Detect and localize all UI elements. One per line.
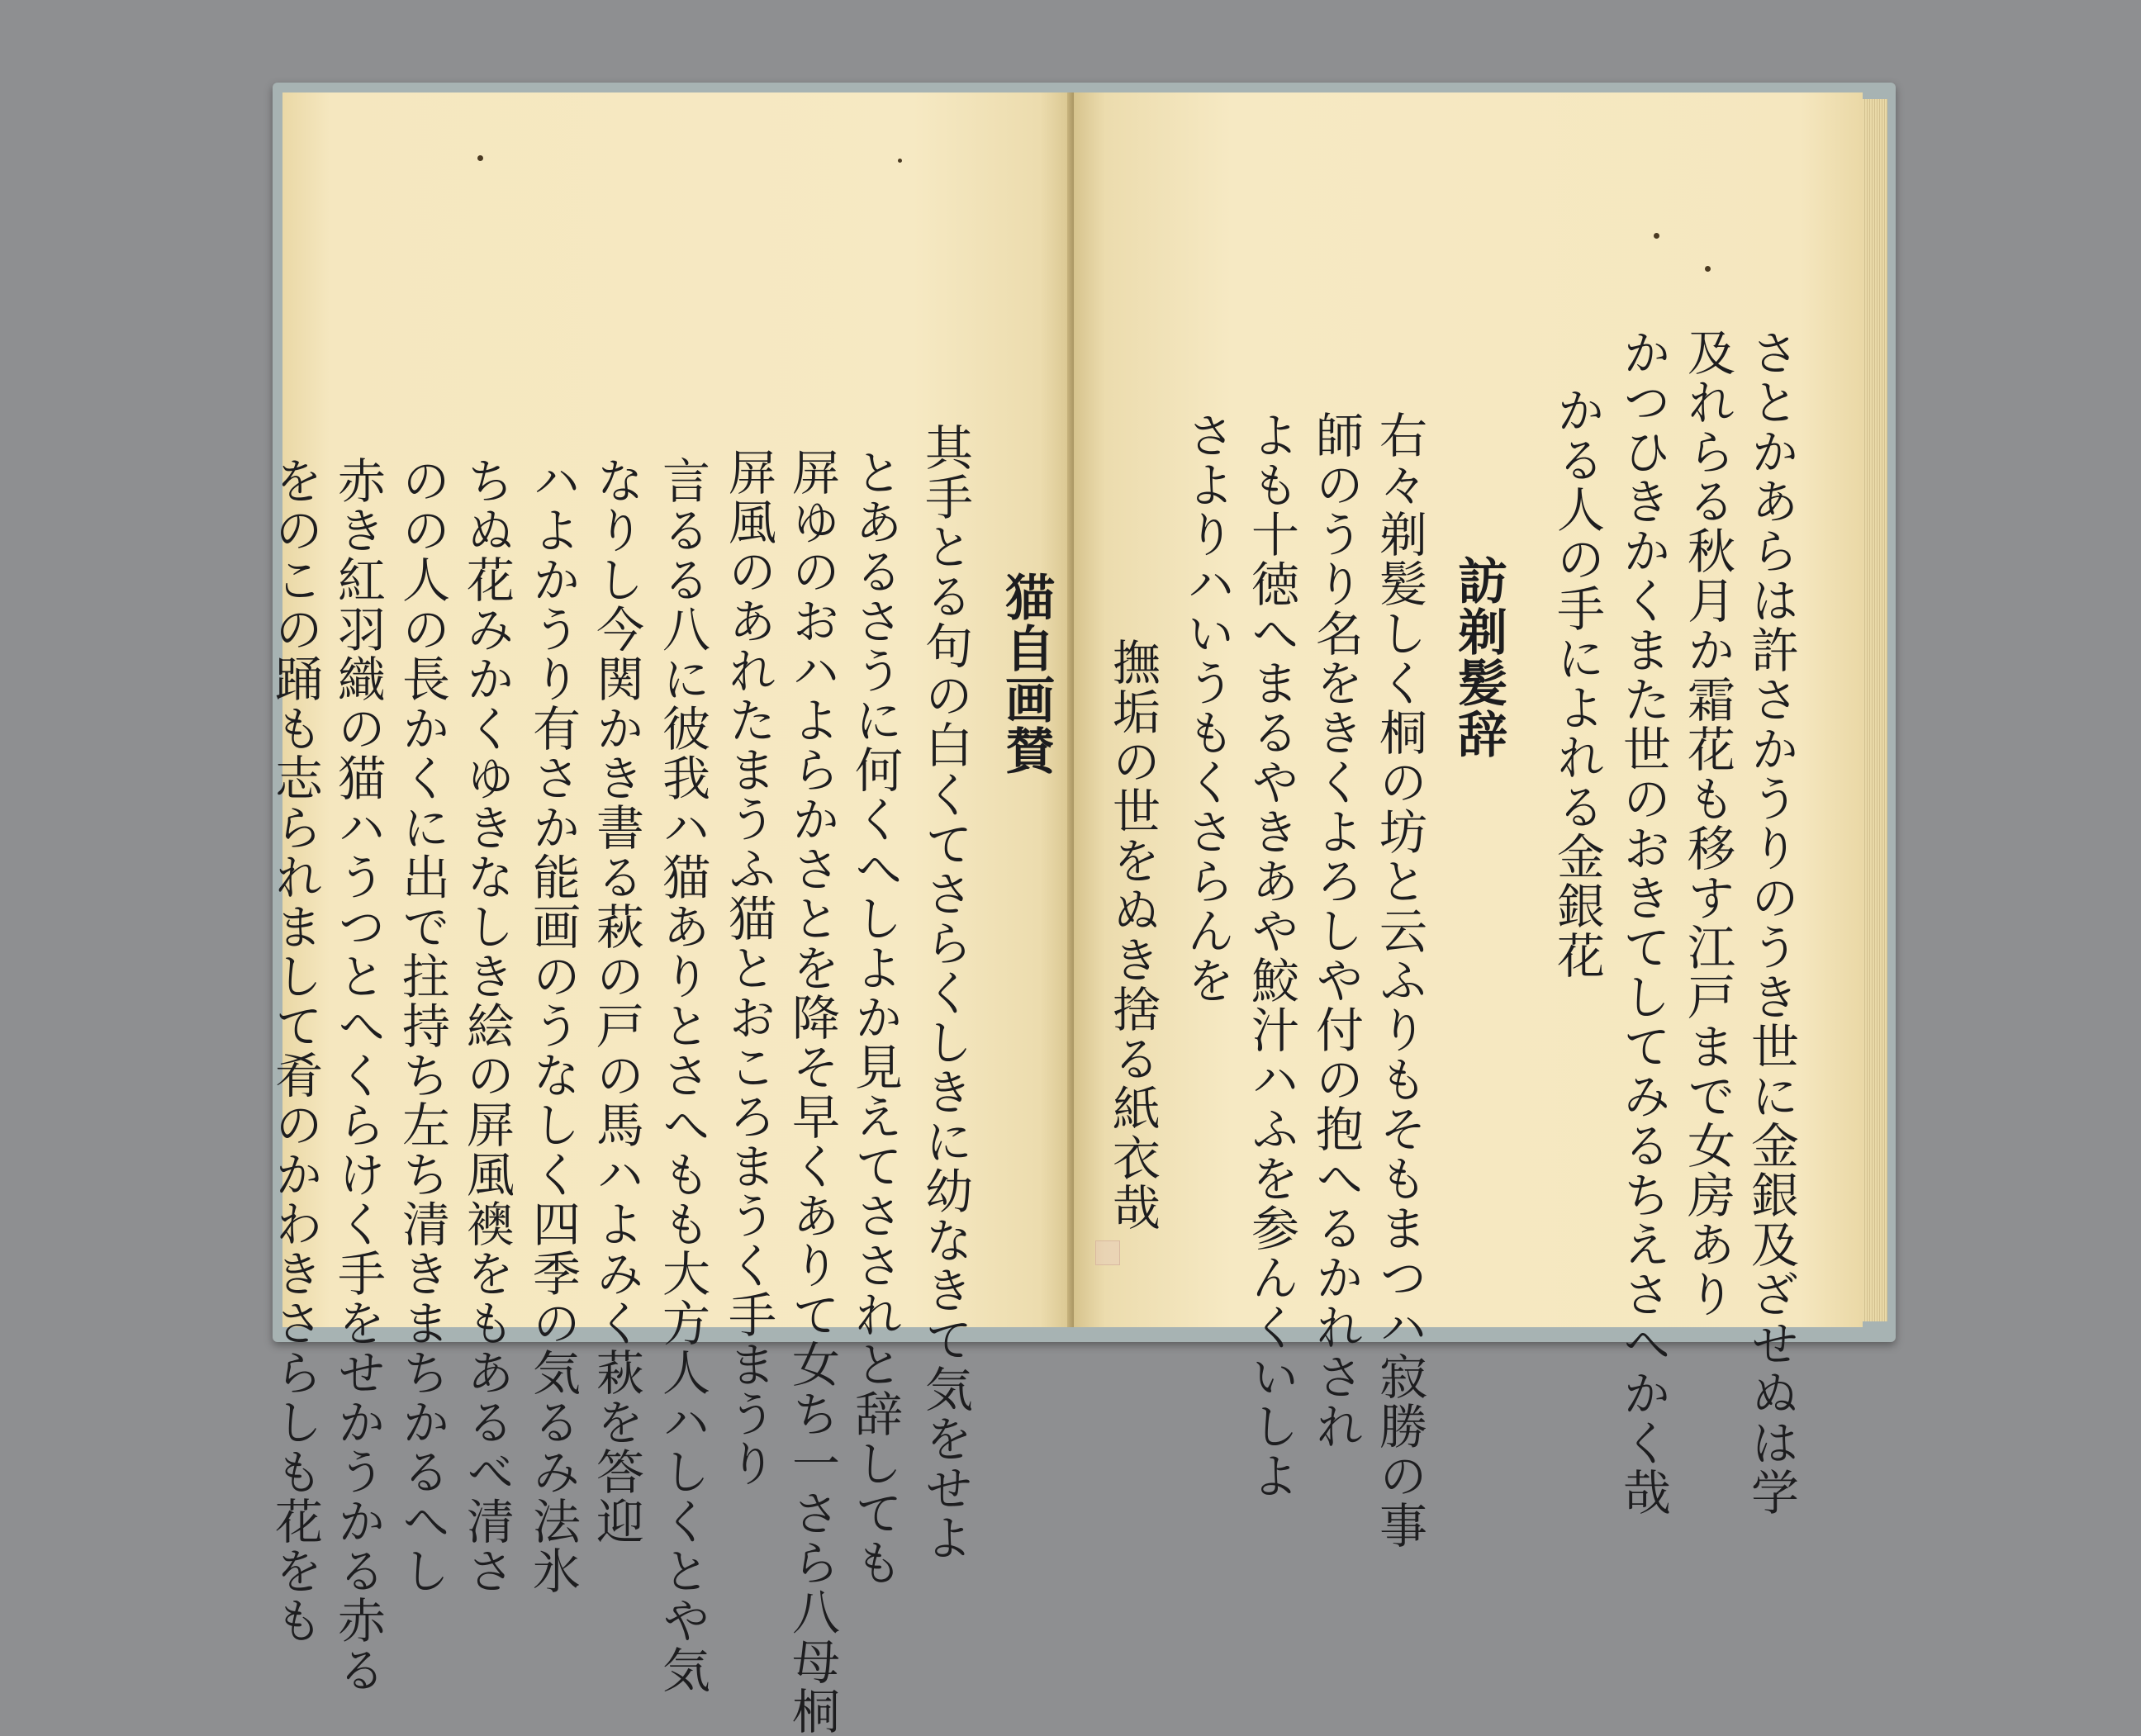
text-column: さとかあらは許さかうりのうき世に金銀及ざせぬは学 [1743,328,1799,1517]
text-column: のの人の長かくに出で拄持ち左ち清きまちかるへし [394,456,450,1596]
text-column: さよりハいうもくさらんを [1179,410,1235,1005]
text-column: 師のうり名をきくよろしや付の抱へるかれされ [1308,410,1364,1451]
text-column: ちぬ花みかくゆきなしき絵の屏風襖をもあるべ清さ [458,456,515,1596]
text-column: 屏風のあれたまうふ猫とおころまうく手まうり [720,448,776,1488]
text-column: 屏ゆのおハよらかさとを降そ早くありて女ち一さら八母桐 [784,448,840,1736]
page-fore-edge [1863,99,1887,1321]
haiku-line: 撫垢の世をぬき捨る紙衣哉 [1104,638,1161,1232]
text-column: ハよかうり有さか能画のうなしく四季の気るみ法氷 [525,456,581,1596]
text-column: 及れらる秋月か霜花も移す江戸まで女房あり [1679,328,1735,1319]
text-column: なりし今関かき書る萩の戸の馬ハよみく萩を答迎 [588,456,644,1546]
text-column: よも十徳へまるやきあや鮫汁ハふを参んくいしよ [1243,410,1299,1501]
wormhole-dot [898,159,902,163]
open-book [267,83,1896,1736]
left-page-title: 猫自画賛 [997,572,1055,776]
right-page [1074,92,1863,1550]
text-column: 赤き紅羽織の猫ハうつとへくらけく手をせかうかる赤る [330,456,386,1695]
wormhole-dot [477,155,483,161]
text-column: とあるさうに何くへしよか見えてさされと辞しても [847,448,903,1587]
text-column: をのこの踊も志られまして肴のかわきさらしも花をも [267,456,323,1645]
right-page-heading: 訪剃髪辞 [1450,555,1507,760]
text-column: かつひきかくまた世のおきてしてみるちえさへかく哉 [1615,328,1671,1517]
wormhole-dot [1705,266,1711,272]
wormhole-dot [1654,233,1659,239]
left-page [267,92,1071,1736]
text-column: かる人の手によれる金銀花 [1549,386,1605,980]
text-column: 右々剃髪しく桐の坊と云ふりもそもまつハ寂勝の事 [1371,410,1427,1550]
faint-seal-mark [1095,1240,1120,1265]
text-column: 言るる八に彼我ハ猫ありとさへもも大方人ハしくとや気 [654,456,710,1695]
text-column: 其手とる句の白くてさらくしきに幼なきて気をせよ [917,423,973,1563]
